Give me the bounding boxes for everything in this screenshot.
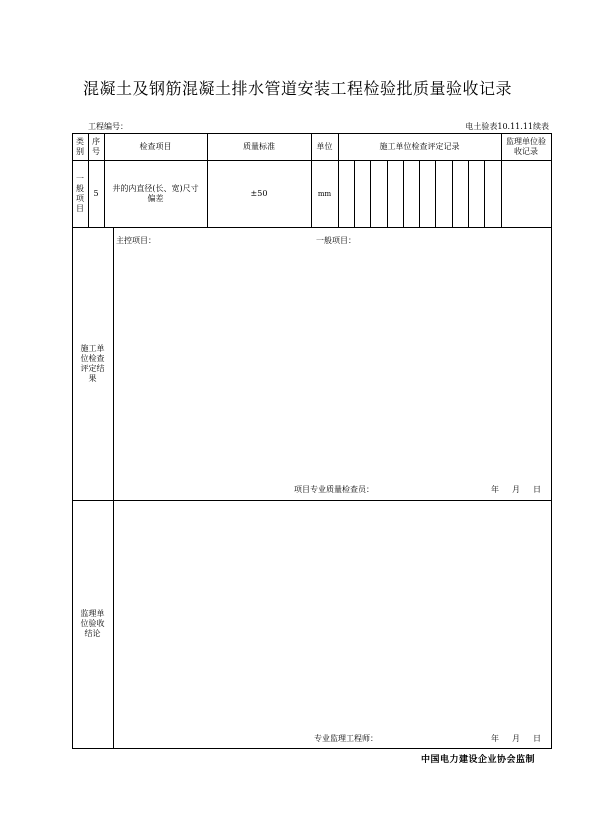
header-seq <box>88 133 104 160</box>
row-category <box>72 160 88 227</box>
section-label-divider <box>113 227 114 748</box>
supervision-conclusion-label-text: 监理单位验收结论 <box>80 609 105 638</box>
header-seq-text: 序号 <box>92 136 100 156</box>
row-item <box>104 160 207 227</box>
record-subcol <box>452 160 453 227</box>
project-no-label: 工程编号： <box>88 122 128 131</box>
header-unit: 单位 <box>316 141 333 151</box>
construction-month: 月 <box>512 485 520 494</box>
header-category-text: 类别 <box>76 136 84 156</box>
record-subcol <box>354 160 355 227</box>
header-record: 施工单位检查评定记录 <box>379 141 460 151</box>
quality-inspector-label: 项目专业质量检查员： <box>294 485 374 494</box>
supervision-day: 日 <box>533 734 541 743</box>
record-subcol <box>403 160 404 227</box>
record-subcol <box>484 160 485 227</box>
section-divider <box>72 500 552 501</box>
main-items-label: 主控项目： <box>116 236 156 245</box>
header-supervisor-record <box>501 133 551 160</box>
row-seq: 5 <box>93 188 99 198</box>
row-category-text: 一般项目 <box>76 173 84 213</box>
table-border-right <box>551 133 552 748</box>
supervision-conclusion-label <box>72 500 113 748</box>
header-standard: 质量标准 <box>243 141 275 151</box>
supervision-engineer-label: 专业监理工程师： <box>314 734 378 743</box>
table-border-bottom <box>72 748 552 749</box>
construction-result-label-text: 施工单位检查评定结果 <box>80 343 105 383</box>
construction-year: 年 <box>491 485 499 494</box>
construction-result-label <box>72 227 113 500</box>
record-subcol <box>387 160 388 227</box>
form-code: 电土验表10.11.11续表 <box>465 122 549 131</box>
record-subcol <box>435 160 436 227</box>
row-divider <box>72 227 552 228</box>
page-title: 混凝土及钢筋混凝土排水管道安装工程检验批质量验收记录 <box>82 79 512 98</box>
row-item-text: 井的内直径(长、宽)尺寸偏差 <box>112 183 199 203</box>
general-items-label: 一般项目： <box>316 236 356 245</box>
record-subcol <box>370 160 371 227</box>
construction-day: 日 <box>533 485 541 494</box>
row-unit: mm <box>317 189 332 198</box>
header-category <box>72 133 88 160</box>
header-item: 检查项目 <box>139 141 172 151</box>
row-standard: ±50 <box>250 188 268 198</box>
footer-issuer: 中国电力建设企业协会监制 <box>420 755 535 765</box>
record-subcol <box>419 160 420 227</box>
supervision-year: 年 <box>491 734 499 743</box>
record-subcol <box>468 160 469 227</box>
supervision-month: 月 <box>512 734 520 743</box>
header-supervisor-record-text: 监理单位验收记录 <box>506 136 546 156</box>
